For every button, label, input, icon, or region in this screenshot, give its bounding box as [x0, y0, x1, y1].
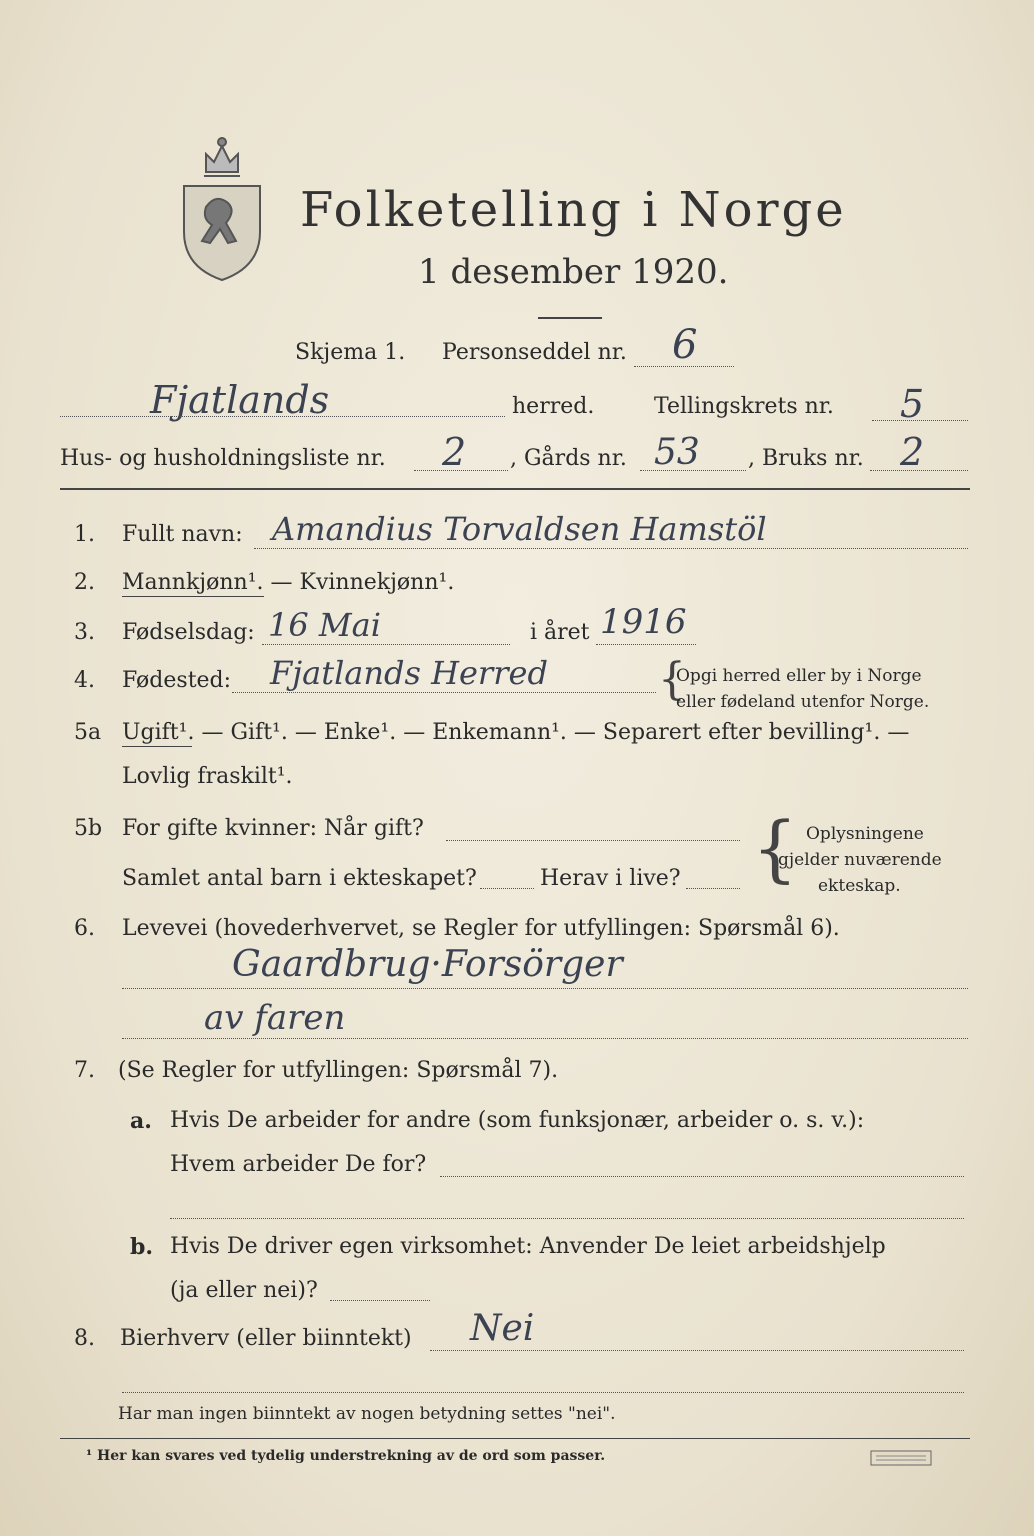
q1-label: Fullt navn: [122, 522, 243, 547]
hired-help-field[interactable] [330, 1300, 430, 1301]
schema-label: Skjema 1. [295, 340, 406, 365]
q7a-label: Hvis De arbeider for andre (som funksjonær, arbeider o. s. v.): [170, 1108, 865, 1133]
q7-label: (Se Regler for utfyllingen: Spørsmål 7). [118, 1058, 559, 1083]
q7b-label: Hvis De driver egen virksomhet: Anvender De leiet arbeidshjelp [170, 1234, 886, 1259]
marital-options-2[interactable]: Lovlig fraskilt¹. [122, 764, 293, 789]
form-title: Folketelling i Norge [300, 182, 847, 238]
personseddel-value[interactable]: 6 [672, 322, 698, 368]
q7-number: 7. [74, 1058, 95, 1083]
herred-label: herred. [512, 394, 595, 419]
tellingskrets-label: Tellingskrets nr. [654, 394, 834, 419]
q5b-label: For gifte kvinner: Når gift? [122, 816, 424, 841]
q5b-note-1: Oplysningene [806, 824, 924, 844]
q7b-number: b. [130, 1234, 154, 1260]
marital-underline [122, 746, 192, 747]
bruks-value[interactable]: 2 [900, 430, 925, 474]
coat-of-arms-icon [176, 132, 268, 282]
tellingskrets-value[interactable]: 5 [900, 382, 925, 426]
birthplace-note-2: eller fødeland utenfor Norge. [676, 692, 930, 712]
gards-value[interactable]: 53 [654, 432, 700, 473]
when-married-field[interactable] [446, 840, 740, 841]
occupation-value-1[interactable]: Gaardbrug·Forsörger [232, 944, 623, 985]
q7a-number: a. [130, 1108, 152, 1134]
q4-number: 4. [74, 668, 95, 693]
q5b-note-2: gjelder nuværende [778, 850, 942, 870]
q8-label: Bierhverv (eller biinntekt) [120, 1326, 412, 1351]
hus-label: Hus- og husholdningsliste nr. [60, 446, 386, 471]
q5b-children-label: Samlet antal barn i ekteskapet? [122, 866, 477, 891]
birthplace-value[interactable]: Fjatlands Herred [270, 654, 548, 692]
header-divider [60, 488, 970, 490]
q1-number: 1. [74, 522, 95, 547]
q5a-number: 5a [74, 720, 102, 745]
hus-value[interactable]: 2 [442, 430, 467, 474]
herred-value[interactable]: Fjatlands [150, 378, 330, 422]
q8-number: 8. [74, 1326, 95, 1351]
footer-note: Har man ingen biinntekt av nogen betydning settes "nei". [118, 1404, 616, 1424]
census-date: 1 desember 1920. [418, 252, 729, 292]
side-income-value[interactable]: Nei [470, 1308, 535, 1349]
birth-year-value[interactable]: 1916 [600, 602, 687, 642]
full-name-value[interactable]: Amandius Torvaldsen Hamstöl [272, 510, 767, 548]
q2-number: 2. [74, 570, 95, 595]
q7a-employer-label: Hvem arbeider De for? [170, 1152, 427, 1177]
gards-label: , Gårds nr. [510, 446, 627, 471]
occupation-value-2[interactable]: av faren [204, 998, 346, 1038]
bruks-label: , Bruks nr. [748, 446, 864, 471]
title-divider [538, 317, 602, 319]
gender-options[interactable]: Mannkjønn¹. — Kvinnekjønn¹. [122, 570, 455, 595]
q4-label: Fødested: [122, 668, 232, 693]
birthplace-note-1: Opgi herred eller by i Norge [676, 666, 922, 686]
footnote: ¹ Her kan svares ved tydelig understrekning av de ord som passer. [86, 1448, 606, 1464]
q3-number: 3. [74, 620, 95, 645]
brace-icon-2: { [752, 806, 798, 890]
marital-options[interactable]: Ugift¹. — Gift¹. — Enke¹. — Enkemann¹. — Separert efter bevilling¹. — [122, 720, 910, 745]
q5b-alive-label: Herav i live? [540, 866, 681, 891]
brace-icon: { [658, 654, 686, 705]
personseddel-label: Personseddel nr. [442, 340, 627, 365]
children-field[interactable] [480, 888, 534, 889]
employer-field[interactable] [440, 1176, 964, 1177]
birthday-value[interactable]: 16 Mai [268, 606, 381, 644]
q6-label: Levevei (hovederhvervet, se Regler for utfyllingen: Spørsmål 6). [122, 916, 840, 941]
year-label: i året [530, 620, 590, 645]
printer-stamp-icon [870, 1450, 932, 1466]
q3-label: Fødselsdag: [122, 620, 255, 645]
q6-number: 6. [74, 916, 95, 941]
gender-underline [122, 596, 264, 597]
alive-field[interactable] [686, 888, 740, 889]
q5b-number: 5b [74, 816, 103, 841]
footer-divider [60, 1438, 970, 1439]
q5b-note-3: ekteskap. [818, 876, 901, 896]
q7b-yesno-label: (ja eller nei)? [170, 1278, 318, 1303]
